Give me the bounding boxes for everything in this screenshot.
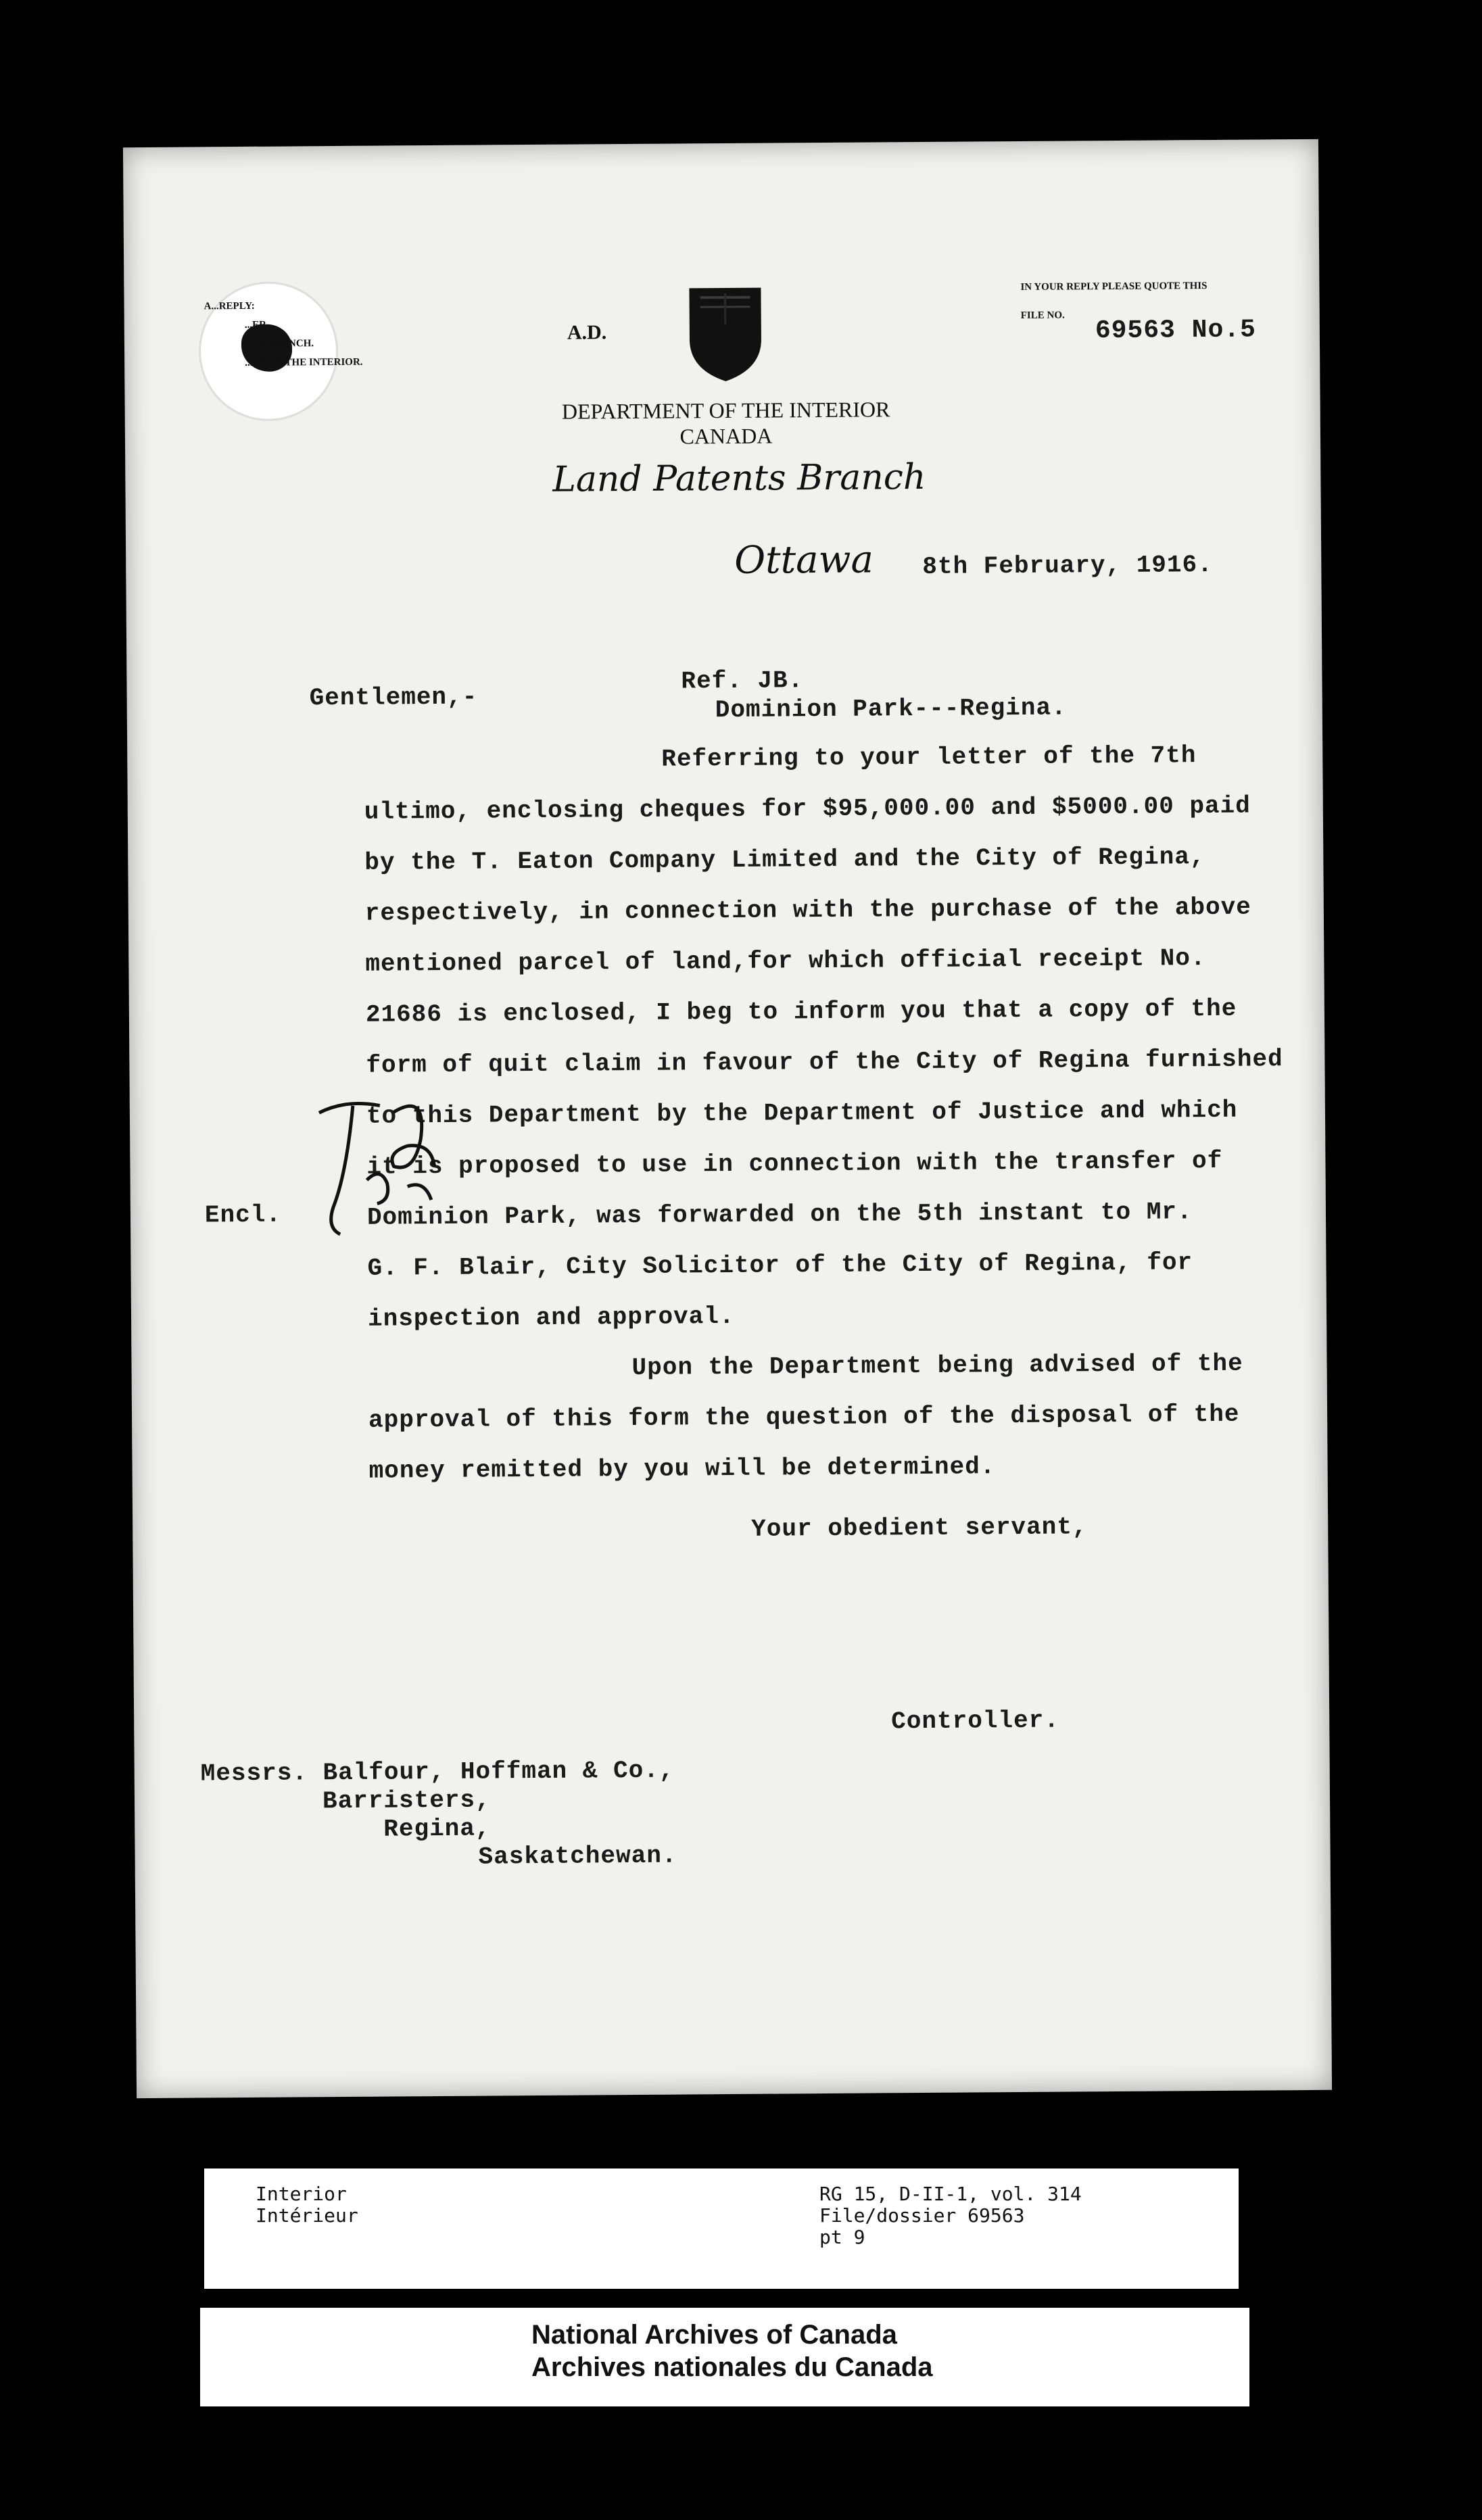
body-line: money remitted by you will be determined. xyxy=(368,1453,996,1485)
reply-block-left xyxy=(204,296,362,373)
reply-left-line: ...ER. xyxy=(244,319,269,331)
body-line: inspection and approval. xyxy=(367,1302,735,1333)
archive-name-en: National Archives of Canada xyxy=(531,2320,897,2350)
ad-mark: A.D. xyxy=(567,321,607,344)
department-country: CANADA xyxy=(679,423,773,449)
archive-reference xyxy=(819,2183,1082,2248)
archive-reference-label xyxy=(204,2168,1239,2289)
body-line: by the T. Eaton Company Limited and the City of Regina, xyxy=(364,843,1205,877)
archive-name-fr: Archives nationales du Canada xyxy=(531,2352,933,2382)
reply-right-line: IN YOUR REPLY PLEASE QUOTE THIS xyxy=(1020,281,1208,293)
file-number: 69563 No.5 xyxy=(1095,315,1257,346)
body-line: to this Department by the Department of Justice and which xyxy=(366,1096,1238,1130)
body-line: Dominion Park, was forwarded on the 5th instant to Mr. xyxy=(366,1198,1193,1232)
closing: Your obedient servant, xyxy=(751,1513,1088,1543)
handwritten-initials-icon xyxy=(305,1065,448,1248)
branch-name: Land Patents Branch xyxy=(552,456,926,500)
archive-ref-line: File/dossier 69563 xyxy=(819,2204,1025,2227)
archive-dept-en: Interior xyxy=(256,2183,347,2205)
body-line: mentioned parcel of land,for which official receipt No. xyxy=(365,944,1206,978)
body-line: Referring to your letter of the 7th xyxy=(661,742,1197,773)
department-name: DEPARTMENT OF THE INTERIOR xyxy=(561,397,890,424)
ref-subject: Dominion Park---Regina. xyxy=(715,694,1067,725)
archive-department xyxy=(256,2183,358,2227)
ref-line: Ref. JB. xyxy=(681,667,804,696)
reply-left-line: ...TS BRANCH. xyxy=(244,338,314,349)
archive-dept-fr: Intérieur xyxy=(256,2204,358,2227)
addressee-block xyxy=(201,1757,677,1874)
reply-right-line: FILE NO. xyxy=(1020,310,1065,321)
signature-title: Controller. xyxy=(891,1706,1060,1736)
coat-of-arms-icon xyxy=(685,284,765,385)
letter-date: 8th February, 1916. xyxy=(922,550,1213,581)
reply-left-line: ...NT OF THE INTERIOR. xyxy=(245,356,363,368)
body-line: 21686 is enclosed, I beg to inform you that a copy of the xyxy=(365,994,1237,1029)
addressee-line: Messrs. Balfour, Hoffman & Co., xyxy=(200,1756,675,1788)
archive-ref-line: pt 9 xyxy=(819,2226,865,2248)
reply-left-line: A...REPLY: xyxy=(204,300,255,312)
letter-page xyxy=(123,139,1332,2098)
body-line: Upon the Department being advised of the xyxy=(631,1349,1243,1382)
body-line: approval of this form the question of the disposal of the xyxy=(368,1400,1240,1434)
body-line: respectively, in connection with the purchase of the above xyxy=(364,893,1251,927)
addressee-line: Regina, xyxy=(383,1814,491,1843)
body-line: form of quit claim in favour of the City of Regina furnished xyxy=(366,1045,1283,1080)
place-name: Ottawa xyxy=(734,537,874,583)
body-line: G. F. Blair, City Solicitor of the City of Regina, for xyxy=(367,1249,1193,1282)
department-heading xyxy=(533,396,919,450)
archive-banner xyxy=(200,2308,1249,2406)
archive-ref-line: RG 15, D-II-1, vol. 314 xyxy=(819,2183,1082,2205)
body-line: it is proposed to use in connection with the transfer of xyxy=(366,1146,1223,1181)
archive-banner-text xyxy=(531,2319,933,2383)
addressee-line: Barristers, xyxy=(322,1786,491,1816)
salutation: Gentlemen,- xyxy=(309,683,478,712)
body-line: ultimo, enclosing cheques for $95,000.00 and $5000.00 paid xyxy=(364,792,1251,826)
enclosure-note: Encl. xyxy=(204,1201,282,1230)
addressee-line: Saskatchewan. xyxy=(478,1841,677,1871)
